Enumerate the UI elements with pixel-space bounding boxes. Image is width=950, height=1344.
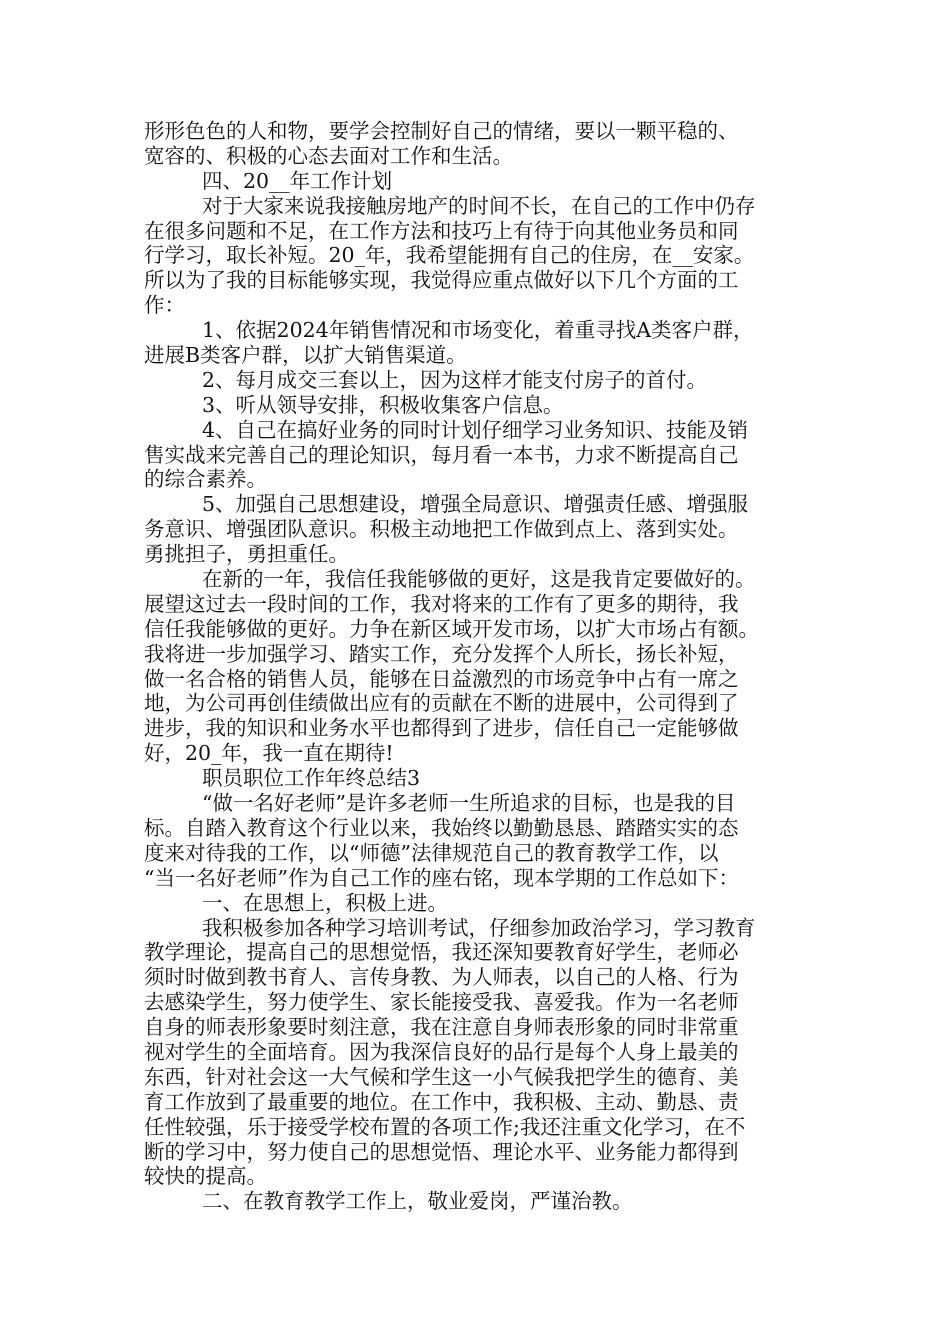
text-line: 做一名合格的销售人员，能够在日益激烈的市场竞争中占有一席之 [144,666,739,691]
text-line: 售实战来完善自己的理论知识，每月看一本书，力求不断提高自己 [144,442,739,467]
text-line: 视对学生的全面培育。因为我深信良好的品行是每个人身上最美的 [144,1039,739,1064]
text-line: 我将进一步加强学习、踏实工作，充分发挥个人所长，扬长补短， [144,641,739,666]
text-line: 所以为了我的目标能够实现，我觉得应重点做好以下几个方面的工 [144,268,739,293]
text-line: 作： [144,293,185,318]
text-line: 在很多问题和不足，在工作方法和技巧上有待于向其他业务员和同 [144,218,739,243]
document-body [144,119,834,1214]
text-line: 进步，我的知识和业务水平也都得到了进步，信任自己一定能够做 [144,716,739,741]
text-line: 3、听从领导安排，积极收集客户信息。 [202,392,564,417]
text-line: 东西，针对社会这一大气候和学生这一小气候我把学生的德育、美 [144,1064,739,1089]
text-line: 1、依据2024年销售情况和市场变化，着重寻找A类客户群， [202,318,754,343]
text-line: 宽容的、积极的心态去面对工作和生活。 [144,143,513,168]
text-line: 育工作放到了最重要的地位。在工作中，我积极、主动、勤恳、责 [144,1089,739,1114]
text-line: 进展B类客户群，以扩大销售渠道。 [144,343,467,368]
text-line: 我积极参加各种学习培训考试，仔细参加政治学习，学习教育 [202,915,756,940]
text-line: 职员职位工作年终总结3 [202,766,421,791]
text-line: “做一名好老师”是许多老师一生所追求的目标，也是我的目 [202,791,736,816]
text-line: 4、自己在搞好业务的同时计划仔细学习业务知识、技能及销 [202,417,749,442]
text-line: 教学理论，提高自己的思想觉悟，我还深知要教育好学生，老师必 [144,940,739,965]
text-line: 务意识、增强团队意识。积极主动地把工作做到点上、落到实处。 [144,517,739,542]
text-line: 对于大家来说我接触房地产的时间不长，在自己的工作中仍存 [202,193,756,218]
text-line: 断的学习中，努力使自己的思想觉悟、理论水平、业务能力都得到 [144,1139,739,1164]
text-line: 形形色色的人和物，要学会控制好自己的情绪，要以一颗平稳的、 [144,119,739,143]
text-line: 5、加强自己思想建设，增强全局意识、增强责任感、增强服 [202,492,749,517]
text-line: 一、在思想上，积极上进。 [202,890,448,915]
text-line: 自身的师表形象要时刻注意，我在注意自身师表形象的同时非常重 [144,1015,739,1040]
text-line: 二、在教育教学工作上，敬业爱岗，严谨治教。 [202,1189,633,1214]
text-line: 须时时做到教书育人、言传身教、为人师表，以自己的人格、行为 [144,965,739,990]
text-line: 去感染学生，努力使学生、家长能接受我、喜爱我。作为一名老师 [144,990,739,1015]
text-line: 任性较强，乐于接受学校布置的各项工作;我还注重文化学习，在不 [144,1114,746,1139]
text-line: 度来对待我的工作，以“师德”法律规范自己的教育教学工作，以 [144,840,719,865]
text-line: 较快的提高。 [144,1164,267,1189]
text-line: 地，为公司再创佳绩做出应有的贡献在不断的进展中，公司得到了 [144,691,739,716]
text-line: 展望这过去一段时间的工作，我对将来的工作有了更多的期待，我 [144,591,739,616]
text-line: 信任我能够做的更好。力争在新区域开发市场，以扩大市场占有额。 [144,616,759,641]
text-line: 的综合素养。 [144,467,267,492]
text-line: 好，20_年，我一直在期待! [144,741,394,766]
text-line: 行学习，取长补短。20_年，我希望能拥有自己的住房，在__安家。 [144,243,755,268]
text-line: 在新的一年，我信任我能够做的更好，这是我肯定要做好的。 [202,567,756,592]
text-line: 标。自踏入教育这个行业以来，我始终以勤勤恳恳、踏踏实实的态 [144,815,739,840]
text-line: “当一名好老师”作为自己工作的座右铭，现本学期的工作总如下： [144,865,739,890]
text-line: 勇挑担子，勇担重任。 [144,542,349,567]
text-line: 2、每月成交三套以上，因为这样才能支付房子的首付。 [202,367,708,392]
text-line: 四、20__年工作计划 [202,168,393,193]
